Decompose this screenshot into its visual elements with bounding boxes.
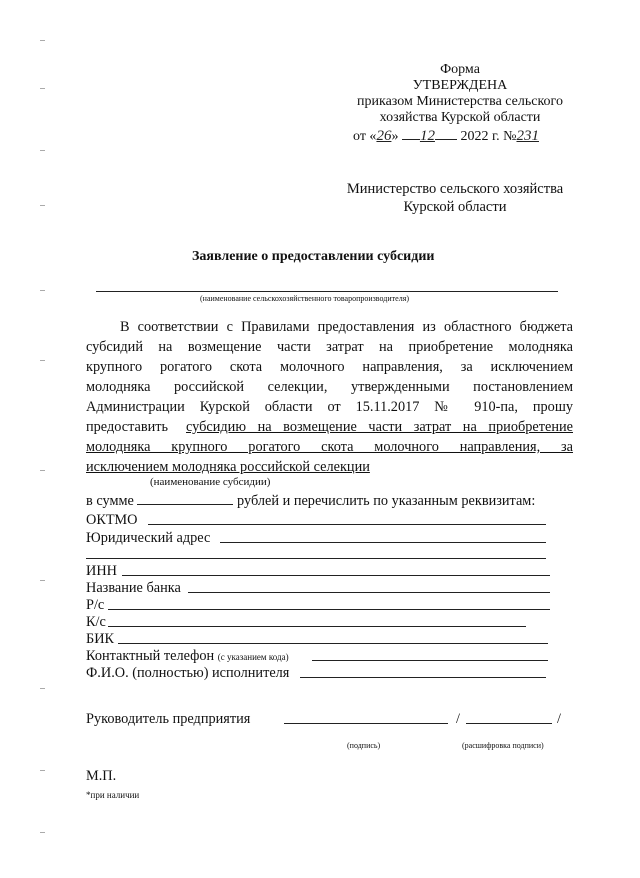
decode-caption: (расшифровка подписи) (462, 741, 544, 750)
approval-date-line (353, 126, 539, 145)
approval-block (340, 62, 580, 126)
body-line-3: крупного рогатого скота молочного направления, за исключением (86, 359, 573, 375)
scan-mark (40, 360, 45, 361)
addressee-line-1: Министерство сельского хозяйства (346, 181, 564, 197)
scan-mark (40, 770, 45, 771)
signature-field[interactable] (284, 723, 448, 724)
oktmo-field[interactable] (148, 524, 546, 525)
body-line-2: субсидий на возмещение части затрат на приобретение молодняка (86, 339, 573, 355)
body-line-5: Администрации Курской области от 15.11.2017 № 910-па, прошу (86, 399, 573, 415)
approval-year-number: 2022 г. № (460, 129, 517, 144)
sum-row (86, 491, 535, 511)
rs-field[interactable] (108, 609, 550, 610)
scan-mark (40, 688, 45, 689)
scan-mark (40, 470, 45, 471)
body-line-6-prefix: предоставить (86, 419, 169, 435)
scan-mark (40, 88, 45, 89)
inn-field[interactable] (122, 575, 550, 576)
approval-number: 231 (516, 128, 539, 144)
scan-mark (40, 150, 45, 151)
approval-day: 26 (376, 128, 392, 144)
executor-field[interactable] (300, 677, 546, 678)
scan-mark (40, 205, 45, 206)
order-line-2: хозяйства Курской области (379, 110, 541, 125)
legal-address-field[interactable] (220, 542, 546, 543)
phone-note: (с указанием кода) (217, 652, 289, 662)
scan-mark (40, 580, 45, 581)
slash-1: / (456, 711, 460, 727)
addressee-block (320, 180, 590, 216)
footnote: *при наличии (86, 790, 140, 800)
document-title: Заявление о предоставлении субсидии (192, 249, 435, 264)
ks-field[interactable] (108, 626, 526, 627)
phone-label: Контактный телефон (86, 648, 215, 664)
ks-label: К/с (86, 614, 106, 630)
sum-suffix: рублей и перечислить по указанным реквизитам: (237, 493, 536, 509)
body-line-6-subsidy: субсидию на возмещение части затрат на приобретение (186, 419, 573, 435)
form-word: Форма (440, 62, 480, 77)
legal-address-label: Юридический адрес (86, 530, 211, 546)
sum-field[interactable] (137, 491, 233, 505)
scan-mark (40, 290, 45, 291)
rs-label: Р/с (86, 597, 105, 613)
approval-month: 12 (419, 128, 435, 144)
phone-field[interactable] (312, 660, 548, 661)
body-line-7: молодняка крупного рогатого скота молочного направления, за (86, 439, 573, 455)
date-close-quote: » (391, 129, 399, 144)
oktmo-label: ОКТМО (86, 512, 138, 528)
body-line-8: исключением молодняка российской селекции (86, 459, 370, 475)
executor-label: Ф.И.О. (полностью) исполнителя (86, 665, 290, 681)
signature-decode-field[interactable] (466, 723, 552, 724)
slash-2: / (557, 711, 561, 727)
head-label: Руководитель предприятия (86, 711, 251, 727)
order-line-1: приказом Министерства сельского (357, 94, 563, 109)
scan-mark (40, 832, 45, 833)
sum-label: в сумме (86, 493, 134, 509)
sign-caption: (подпись) (347, 741, 381, 750)
approved-word: УТВЕРЖДЕНА (412, 78, 508, 93)
date-prefix: от « (353, 129, 377, 144)
bank-name-field[interactable] (188, 592, 550, 593)
body-line-4: молодняка российской селекции, утвержденными постановлением (86, 379, 573, 395)
bik-field[interactable] (118, 643, 548, 644)
bank-name-label: Название банка (86, 580, 181, 596)
body-line-1: В соответствии с Правилами предоставления из областного бюджета (120, 319, 573, 335)
stamp-place: М.П. (86, 768, 117, 784)
inn-label: ИНН (86, 563, 117, 579)
producer-caption: (наименование сельскохозяйственного товаропроизводителя) (200, 294, 410, 303)
bik-label: БИК (86, 631, 115, 647)
scan-mark (40, 40, 45, 41)
addressee-line-2: Курской области (403, 199, 507, 215)
legal-address-field-2[interactable] (86, 558, 546, 559)
producer-name-line (96, 291, 558, 292)
subsidy-caption: (наименование субсидии) (150, 476, 271, 488)
